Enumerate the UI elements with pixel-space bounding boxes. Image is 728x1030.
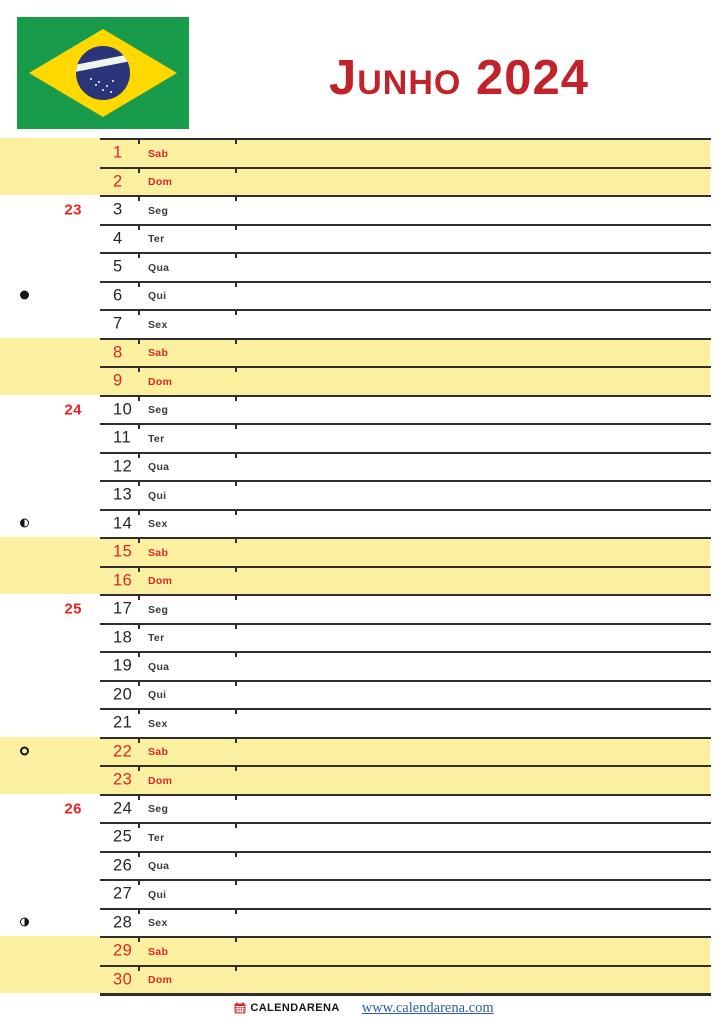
day-row-8	[0, 338, 710, 367]
row-divider	[100, 737, 711, 739]
brazil-flag	[17, 17, 189, 129]
row-divider	[100, 423, 711, 425]
day-row-21	[0, 708, 710, 737]
day-row-16	[0, 566, 710, 595]
day-number: 5	[113, 257, 123, 276]
weekday-label: Sex	[148, 917, 168, 930]
weekday-label: Qui	[148, 489, 167, 502]
day-number: 22	[113, 742, 133, 761]
weekday-label: Sex	[148, 318, 168, 331]
day-row-9	[0, 366, 710, 395]
row-divider	[100, 537, 711, 539]
footer	[0, 998, 728, 1018]
day-number: 21	[113, 713, 133, 732]
row-divider	[100, 452, 711, 454]
day-row-25	[0, 822, 710, 851]
weekday-label: Sab	[148, 546, 169, 559]
day-number: 13	[113, 485, 133, 504]
day-row-23	[0, 765, 710, 794]
day-row-14	[0, 509, 710, 538]
brand-name: CALENDARENA	[250, 1002, 340, 1014]
row-divider	[100, 680, 711, 682]
weekday-label: Qui	[148, 888, 167, 901]
day-row-27	[0, 879, 710, 908]
last-quarter-icon	[20, 917, 29, 926]
day-number: 9	[113, 371, 123, 390]
day-number: 8	[113, 343, 123, 362]
calendar-rows	[0, 138, 710, 993]
new-moon-icon	[20, 290, 29, 299]
day-row-22	[0, 737, 710, 766]
day-row-12	[0, 452, 710, 481]
weekday-label: Ter	[148, 632, 165, 645]
day-row-15	[0, 537, 710, 566]
weekday-label: Dom	[148, 575, 173, 588]
weekday-label: Qui	[148, 689, 167, 702]
day-number: 17	[113, 599, 133, 618]
row-divider	[100, 366, 711, 368]
day-number: 7	[113, 314, 123, 333]
weekday-label: Qua	[148, 461, 170, 474]
day-number: 14	[113, 514, 133, 533]
day-number: 29	[113, 941, 133, 960]
week-number: 24	[64, 401, 82, 419]
day-row-29	[0, 936, 710, 965]
day-row-5	[0, 252, 710, 281]
row-divider	[100, 138, 711, 140]
weekday-label: Sex	[148, 717, 168, 730]
week-number: 23	[64, 201, 82, 219]
weekday-label: Qua	[148, 860, 170, 873]
weekday-label: Sab	[148, 147, 169, 160]
row-divider	[100, 851, 711, 853]
day-number: 12	[113, 457, 133, 476]
weekday-label: Qua	[148, 660, 170, 673]
day-number: 2	[113, 172, 123, 191]
day-row-3	[0, 195, 710, 224]
day-row-26	[0, 851, 710, 880]
bottom-divider	[100, 993, 711, 996]
row-divider	[100, 252, 711, 254]
day-row-10	[0, 395, 710, 424]
row-divider	[100, 309, 711, 311]
row-divider	[100, 965, 711, 967]
day-number: 11	[113, 428, 132, 447]
day-row-11	[0, 423, 710, 452]
day-row-2	[0, 167, 710, 196]
row-divider	[100, 509, 711, 511]
row-divider	[100, 822, 711, 824]
day-row-18	[0, 623, 710, 652]
row-divider	[100, 594, 711, 596]
first-quarter-icon	[20, 518, 29, 527]
website-link[interactable]: www.calendarena.com	[361, 999, 494, 1016]
day-number: 30	[113, 970, 133, 989]
day-number: 19	[113, 656, 133, 675]
day-row-19	[0, 651, 710, 680]
day-row-4	[0, 224, 710, 253]
day-number: 26	[113, 856, 133, 875]
row-divider	[100, 908, 711, 910]
weekday-label: Qui	[148, 290, 167, 303]
day-number: 10	[113, 400, 133, 419]
day-row-7	[0, 309, 710, 338]
row-divider	[100, 480, 711, 482]
day-number: 4	[113, 229, 123, 248]
day-number: 3	[113, 200, 123, 219]
row-divider	[100, 623, 711, 625]
day-row-17	[0, 594, 710, 623]
day-number: 27	[113, 884, 133, 903]
day-number: 15	[113, 542, 133, 561]
weekday-label: Sab	[148, 746, 169, 759]
day-row-30	[0, 965, 710, 994]
weekday-label: Seg	[148, 803, 169, 816]
row-divider	[100, 936, 711, 938]
day-number: 23	[113, 770, 133, 789]
day-row-24	[0, 794, 710, 823]
day-number: 6	[113, 286, 123, 305]
weekday-label: Sab	[148, 347, 169, 360]
day-number: 25	[113, 827, 133, 846]
row-divider	[100, 167, 711, 169]
day-number: 24	[113, 799, 133, 818]
day-number: 16	[113, 571, 133, 590]
weekday-label: Ter	[148, 831, 165, 844]
day-number: 20	[113, 685, 133, 704]
weekday-label: Ter	[148, 432, 165, 445]
day-number: 28	[113, 913, 133, 932]
flag-globe	[76, 46, 130, 100]
day-row-20	[0, 680, 710, 709]
row-divider	[100, 281, 711, 283]
weekday-label: Dom	[148, 176, 173, 189]
weekday-label: Dom	[148, 774, 173, 787]
weekday-label: Sab	[148, 945, 169, 958]
flag-stars	[90, 78, 92, 80]
week-number: 26	[64, 800, 82, 818]
row-divider	[100, 395, 711, 397]
day-row-28	[0, 908, 710, 937]
calendar-icon	[234, 1002, 246, 1014]
full-moon-icon	[20, 746, 29, 755]
row-divider	[100, 195, 711, 197]
weekday-label: Dom	[148, 974, 173, 987]
weekday-label: Sex	[148, 518, 168, 531]
flag-band	[76, 52, 130, 72]
weekday-label: Seg	[148, 603, 169, 616]
row-divider	[100, 224, 711, 226]
weekday-label: Dom	[148, 375, 173, 388]
week-number: 25	[64, 600, 82, 618]
row-divider	[100, 566, 711, 568]
day-row-13	[0, 480, 710, 509]
row-divider	[100, 651, 711, 653]
day-row-1	[0, 138, 710, 167]
day-number: 18	[113, 628, 133, 647]
row-divider	[100, 338, 711, 340]
page-title: Junho 2024	[329, 51, 589, 105]
row-divider	[100, 794, 711, 796]
day-number: 1	[113, 143, 123, 162]
weekday-label: Ter	[148, 233, 165, 246]
weekday-label: Qua	[148, 261, 170, 274]
row-divider	[100, 708, 711, 710]
weekday-label: Seg	[148, 404, 169, 417]
row-divider	[100, 765, 711, 767]
weekday-label: Seg	[148, 204, 169, 217]
row-divider	[100, 879, 711, 881]
brand-logo	[234, 1002, 339, 1014]
day-row-6	[0, 281, 710, 310]
